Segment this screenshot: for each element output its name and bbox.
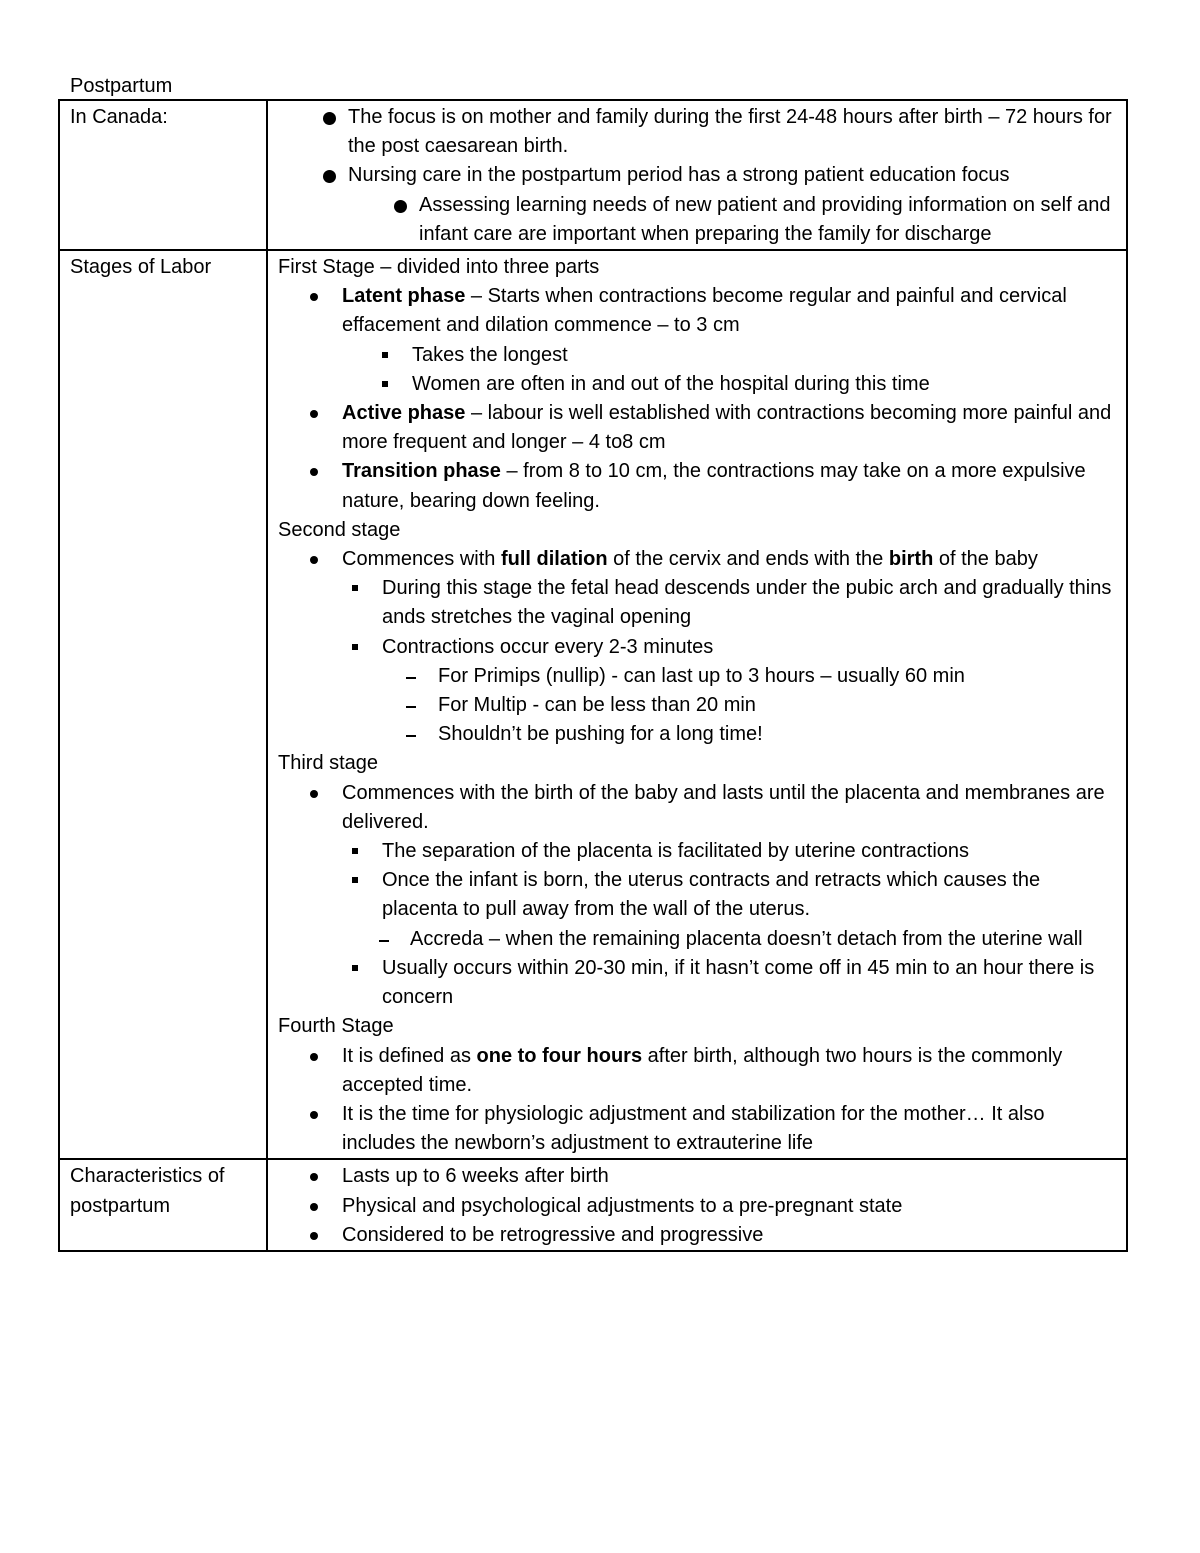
table-row-characteristics: [59, 1159, 1127, 1251]
table-row-in-canada: [59, 100, 1127, 250]
list-item: Women are often in and out of the hospital during this time: [412, 372, 930, 395]
list-item: Lasts up to 6 weeks after birth: [342, 1165, 609, 1188]
list-item: For Multip - can be less than 20 min: [438, 694, 756, 717]
section-heading: First Stage – divided into three parts: [278, 256, 600, 279]
row-content: [267, 250, 1127, 1159]
list-item: Once the infant is born, the uterus contracts and retracts which causes the placenta to pull away from the wall of the uterus.: [382, 869, 1041, 921]
section-heading: Second stage: [278, 518, 401, 541]
list-item: Commences with the birth of the baby and lasts until the placenta and membranes are delivered.: [342, 781, 1105, 833]
row-label: In Canada:: [59, 100, 267, 250]
list-item: Active phase – labour is well established with contractions becoming more painful and more frequent and longer – 4 to8 cm: [342, 402, 1112, 454]
list-item: Assessing learning needs of new patient and providing information on self and infant care are important when preparing the family for discharge: [419, 193, 1111, 245]
list-item: Considered to be retrogressive and progressive: [342, 1223, 764, 1246]
list-item: Physical and psychological adjustments to a pre-pregnant state: [342, 1194, 903, 1217]
section-heading: Fourth Stage: [278, 1015, 394, 1038]
row-content: [267, 100, 1127, 250]
row-label: Stages of Labor: [59, 250, 267, 1159]
notes-table: [58, 99, 1128, 1252]
list-item: Transition phase – from 8 to 10 cm, the contractions may take on a more expulsive nature, bearing down feeling.: [342, 460, 1086, 512]
list-item: During this stage the fetal head descends under the pubic arch and gradually thins ands stretches the vaginal opening: [382, 577, 1112, 629]
list-item: Nursing care in the postpartum period has a strong patient education focus: [348, 164, 1010, 187]
list-item: Usually occurs within 20-30 min, if it hasn’t come off in 45 min to an hour there is concern: [382, 956, 1095, 1009]
list-item: The separation of the placenta is facilitated by uterine contractions: [382, 840, 970, 863]
list-item: Accreda – when the remaining placenta doesn’t detach from the uterine wall: [410, 927, 1083, 950]
list-item: Commences with full dilation of the cervix and ends with the birth of the baby: [342, 548, 1038, 571]
list-item: Takes the longest: [412, 343, 568, 366]
list-item: Latent phase – Starts when contractions become regular and painful and cervical effacement and dilation commence – to 3 cm: [342, 285, 1067, 337]
list-item: Shouldn’t be pushing for a long time!: [438, 723, 763, 746]
list-item: It is the time for physiologic adjustment and stabilization for the mother… It also includes the newborn’s adjustment to extrauterine life: [342, 1102, 1045, 1155]
list-item: It is defined as one to four hours after birth, although two hours is the commonly accepted time.: [342, 1044, 1063, 1096]
list-item: The focus is on mother and family during the first 24-48 hours after birth – 72 hours for the post caesarean birth.: [348, 106, 1112, 158]
row-label: Characteristics of postpartum: [59, 1159, 267, 1251]
table-row-stages-of-labor: [59, 250, 1127, 1159]
section-heading: Third stage: [278, 752, 379, 775]
page-title: Postpartum: [70, 75, 173, 97]
row-content: [267, 1159, 1127, 1251]
list-item: For Primips (nullip) - can last up to 3 hours – usually 60 min: [438, 664, 965, 687]
list-item: Contractions occur every 2-3 minutes: [382, 635, 714, 658]
